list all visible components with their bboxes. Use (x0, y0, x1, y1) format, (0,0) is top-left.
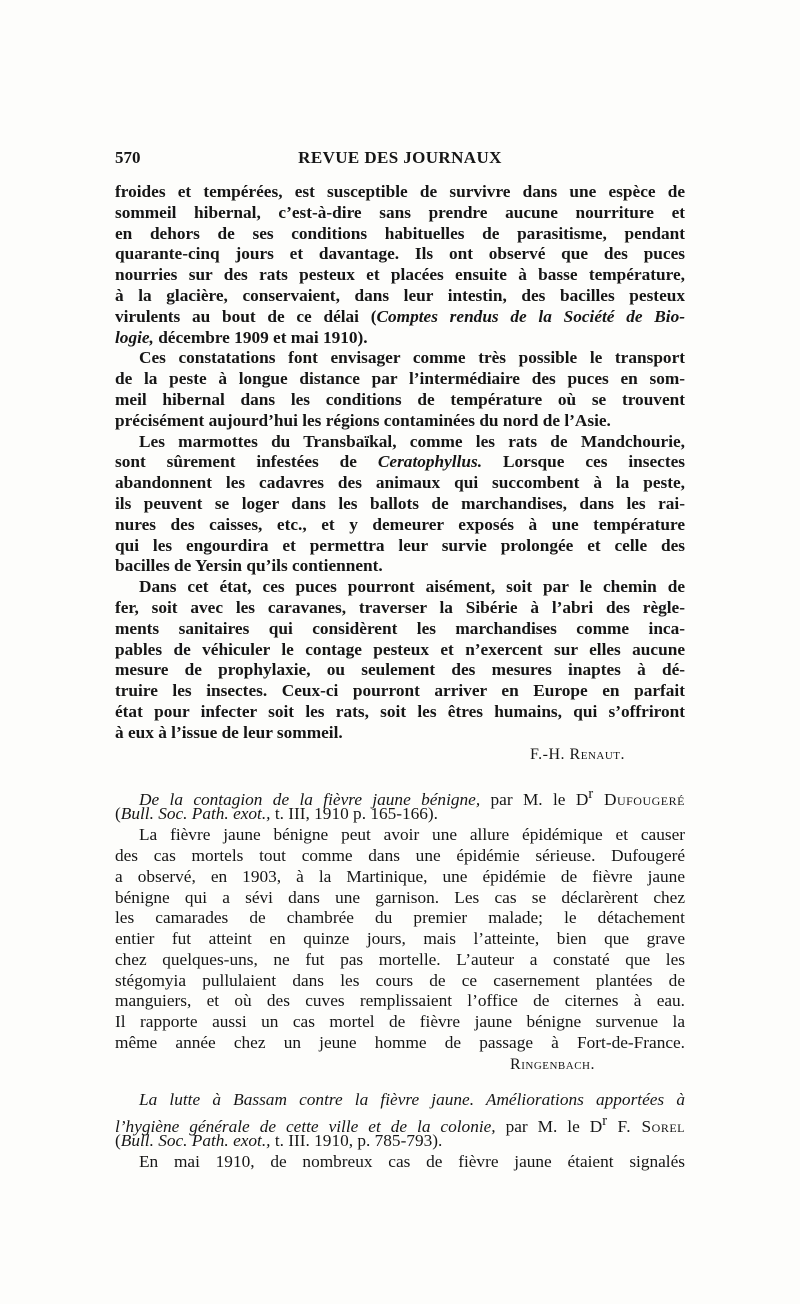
paragraph-line: Il rapporte aussi un cas mortel de fièvre jaune bénigne survenue la (115, 1012, 685, 1032)
paragraph-line (115, 328, 685, 349)
paragraph-line: nourries sur des rats pesteux et placées ensuite à basse température, (115, 265, 685, 285)
journal-citation: logie, (115, 327, 154, 347)
text-run: t. III. 1910, p. 785-793). (270, 1131, 443, 1151)
paragraph-line: En mai 1910, de nombreux cas de fièvre jaune étaient signalés (139, 1152, 685, 1172)
text-run: décembre 1909 et mai 1910). (153, 327, 368, 347)
text-run: sont sûrement infestées de (115, 452, 378, 472)
paragraph-line: qui les engourdira et permettra leur survie prolongée et celle des (115, 535, 685, 555)
paragraph-line: bacilles de Yersin qu’ils contiennent. (115, 556, 383, 576)
paragraph-line: des cas mortels tout comme dans une épidémie sérieuse. Dufougeré (115, 845, 685, 865)
paragraph-line: truire les insectes. Ceux-ci pourront arriver en Europe en parfait (115, 681, 685, 701)
superscript: r (602, 1112, 608, 1129)
paragraph-line: même année chez un jeune homme de passage à Fort-de-France. (115, 1033, 685, 1053)
running-title: REVUE DES JOURNAUX (298, 148, 502, 167)
paragraph-line: entier fut atteint en quinze jours, mais l’atteinte, bien que grave (115, 929, 685, 949)
paragraph-line: mesure de prophylaxie, ou seulement des mesures inaptes à dé- (115, 660, 685, 680)
text-run: ( (115, 1131, 121, 1151)
paragraph-line: manguiers, et où des cuves remplissaient l’office de citernes à eau. (115, 991, 685, 1011)
running-head (115, 148, 685, 170)
paragraph-line: a observé, en 1903, à la Martinique, une épidémie de fièvre jaune (115, 866, 685, 886)
paragraph-line: Ces constatations font envisager comme très possible le transport (139, 348, 685, 368)
author-signature (115, 744, 685, 766)
paragraph-line: les camarades de chambrée du premier malade; le détachement (115, 908, 685, 928)
paragraph-line: fer, soit avec les caravanes, traverser la Sibérie à l’abri des règle- (115, 597, 685, 617)
paragraph-line: ments sanitaires qui considèrent les marchandises comme inca- (115, 618, 685, 638)
article-title-line (115, 1090, 685, 1111)
signature-text: F.-H. Renaut. (530, 745, 625, 763)
section-gap (115, 1076, 685, 1090)
superscript: r (588, 785, 594, 802)
paragraph-line: nures des caisses, etc., et y demeurer exposés à une température (115, 514, 685, 534)
journal-citation: Bull. Soc. Path. exot., (120, 804, 271, 824)
author-name: F. Sorel (607, 1116, 685, 1136)
paragraph-line: bénigne qui a sévi dans une garnison. Les cas se déclarèrent chez (115, 887, 685, 907)
journal-citation: Bull. Soc. Path. exot., (120, 1131, 271, 1151)
paragraph-line (115, 452, 685, 473)
paragraph-line: de la peste à longue distance par l’intermédiaire des puces en som- (115, 369, 685, 389)
paragraph-line: état pour infecter soit les rats, soit les êtres humains, qui s’offriront (115, 701, 685, 721)
paragraph-line: La fièvre jaune bénigne peut avoir une allure épidémique et causer (139, 825, 685, 845)
species-name: Ceratophyllus. (377, 452, 483, 472)
paragraph-line: à eux à l’issue de leur sommeil. (115, 722, 343, 742)
author-name: Dufougeré (593, 789, 685, 809)
paragraph-line: meil hibernal dans les conditions de température où se trouvent (115, 389, 685, 409)
paragraph-line: froides et tempérées, est susceptible de survivre dans une espèce de (115, 182, 685, 201)
text-run: par M. le D (480, 789, 589, 809)
article-title-line (115, 784, 685, 809)
paragraph-line: ils peuvent se loger dans les ballots de marchandises, dans les rai- (115, 493, 685, 513)
paragraph-line: en dehors de ses conditions habituelles de parasitisme, pendant (115, 223, 685, 243)
paragraph-line (115, 307, 685, 328)
paragraph-line: quarante-cinq jours et davantage. Ils ont observé que des puces (115, 244, 685, 264)
text-run: par M. le D (495, 1116, 603, 1136)
article-title: De la contagion de la fièvre jaune bénigne, (139, 789, 481, 809)
paragraph-line: abandonnent les cadavres des animaux qui succombent à la peste, (115, 473, 685, 493)
text-run: t. III, 1910 p. 165-166). (270, 804, 439, 824)
paragraph-line: chez quelques-uns, ne fut pas mortelle. L’auteur a constaté que les (115, 949, 685, 969)
journal-citation: Comptes rendus de la Société de Bio- (376, 306, 685, 326)
section-gap (115, 766, 685, 784)
paragraph-line: Les marmottes du Transbaïkal, comme les rats de Mandchourie, (139, 431, 685, 451)
author-signature (115, 1054, 685, 1076)
paragraph-line: à la glacière, conservaient, dans leur intestin, des bacilles pesteux (115, 285, 685, 305)
paragraph-line: pables de véhiculer le contage pesteux et n’exercent sur elles aucune (115, 639, 685, 659)
article-title-line (115, 1111, 685, 1136)
article-title: l’hygiène générale de cette ville et de la colonie, (115, 1116, 496, 1136)
article-body (115, 182, 685, 1173)
paragraph-line: stégomyia pullulaient dans les cours de ce casernement plantées de (115, 970, 685, 990)
text-run: virulents au bout de ce délai ( (115, 306, 377, 326)
paragraph-line: précisément aujourd’hui les régions contaminées du nord de l’Asie. (115, 410, 611, 430)
signature-text: Ringenbach. (510, 1055, 595, 1073)
paragraph-line: sommeil hibernal, c’est-à-dire sans prendre aucune nourriture et (115, 202, 685, 222)
paragraph-line: Dans cet état, ces puces pourront aisément, soit par le chemin de (139, 577, 685, 597)
article-title: La lutte à Bassam contre la fièvre jaune. Améliorations apportées à (139, 1089, 685, 1109)
text-run: Lorsque ces insectes (482, 452, 685, 472)
page-number: 570 (115, 148, 141, 167)
text-run: ( (115, 804, 121, 824)
